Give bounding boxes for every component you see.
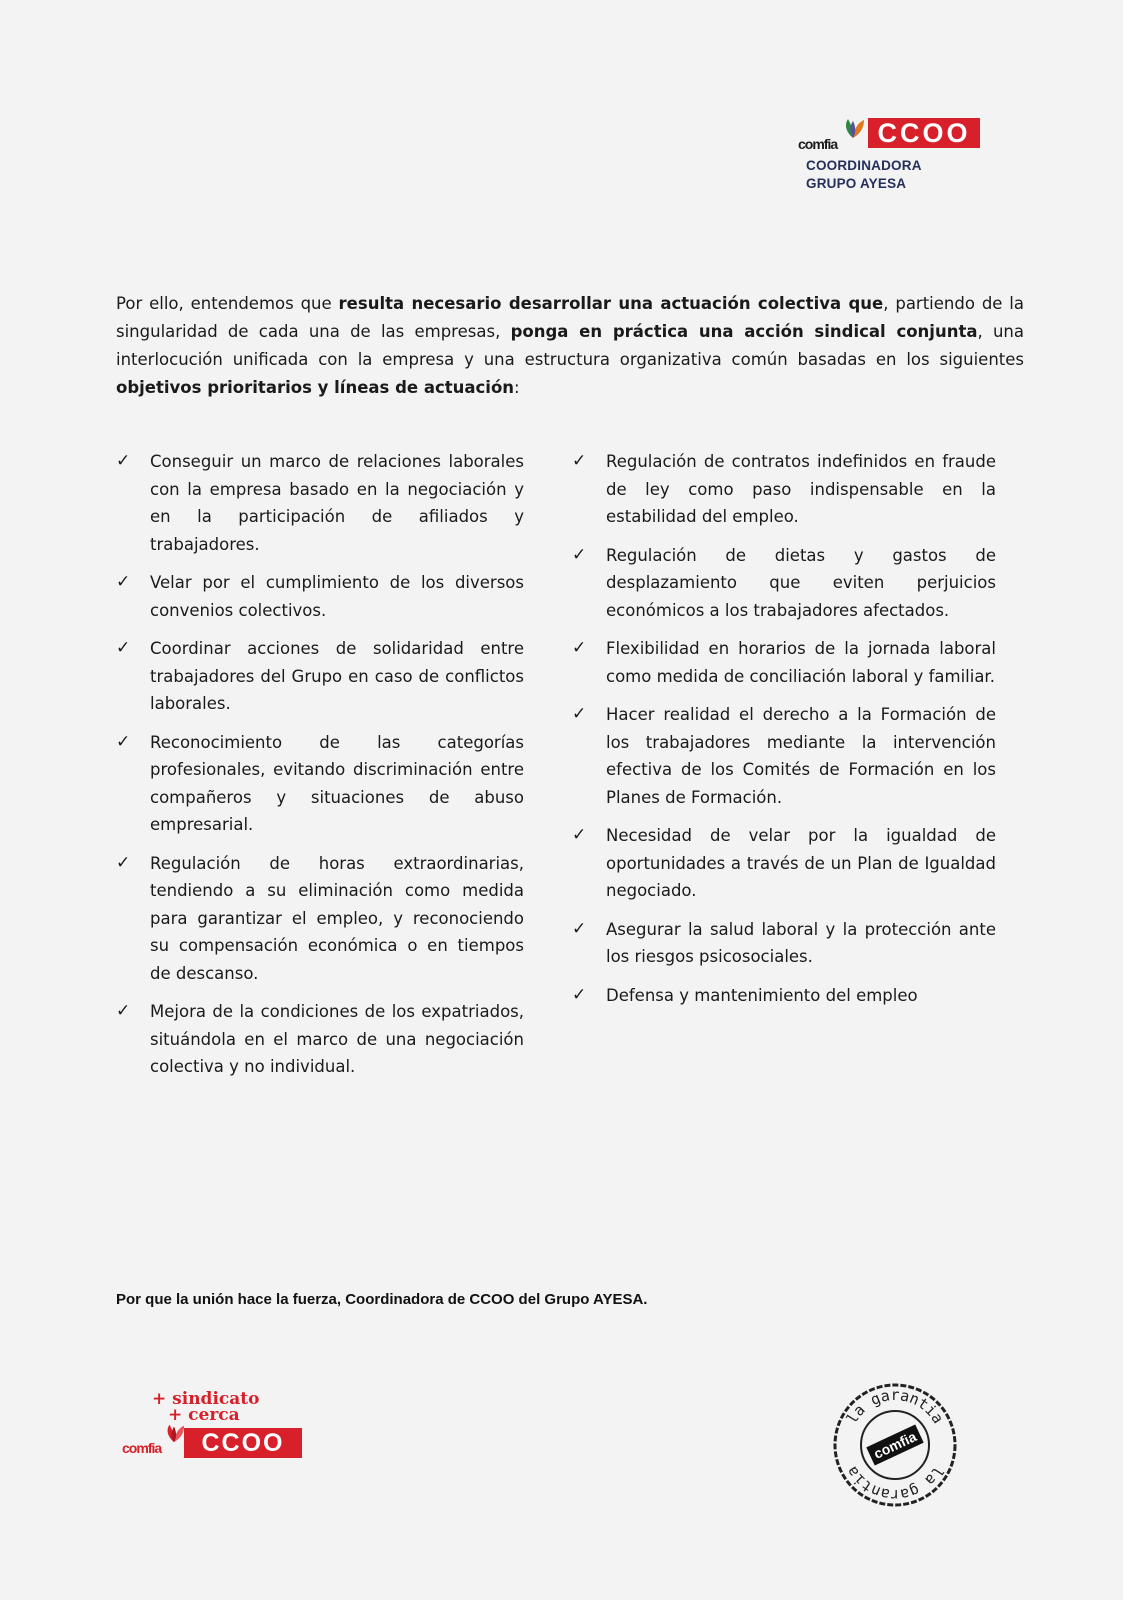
list-item-text: Hacer realidad el derecho a la Formación de los trabajadores mediante la intervención efectiva de los Comités de Formación en los Planes de Formación.: [606, 705, 996, 807]
closing-statement: Por que la unión hace la fuerza, Coordinadora de CCOO del Grupo AYESA.: [116, 1291, 648, 1308]
list-item: [116, 729, 524, 839]
list-item: [572, 542, 996, 625]
list-item: [572, 916, 996, 971]
check-icon: ✓: [572, 825, 587, 845]
list-item: [116, 998, 524, 1081]
check-icon: ✓: [116, 1001, 131, 1021]
check-icon: ✓: [572, 638, 587, 658]
intro-text-2: , partiendo de la singularidad de cada una de las empresas,: [116, 294, 1025, 341]
list-item: [572, 822, 996, 905]
slogan-line-2: + cerca: [168, 1405, 240, 1425]
list-item-text: Mejora de la condiciones de los expatriados, situándola en el marco de una negociación colectiva y no individual.: [150, 1002, 524, 1076]
list-item-text: Velar por el cumplimiento de los diversos convenios colectivos.: [150, 573, 524, 620]
intro-text-3: , una interlocución unificada con la empresa y una estructura organizativa común basadas en los siguientes: [116, 322, 1024, 369]
intro-bold-1: resulta necesario desarrollar una actuación colectiva que: [338, 294, 884, 313]
intro-bold-3: objetivos prioritarios y líneas de actuación: [116, 378, 515, 397]
grupo-label: GRUPO AYESA: [806, 176, 907, 191]
list-item-text: Coordinar acciones de solidaridad entre trabajadores del Grupo en caso de conflictos laborales.: [150, 639, 524, 713]
ccoo-wordmark: CCOO: [868, 118, 980, 148]
slogan-line-1: + sindicato: [152, 1389, 260, 1409]
list-item-text: Necesidad de velar por la igualdad de oportunidades a través de un Plan de Igualdad negociado.: [606, 826, 996, 900]
stamp-brand: comfia: [871, 1428, 919, 1462]
check-icon: ✓: [572, 704, 587, 724]
comfia-wordmark: comfia: [122, 1440, 162, 1456]
list-item-text: Regulación de contratos indefinidos en fraude de ley como paso indispensable en la estabilidad del empleo.: [606, 452, 996, 526]
check-icon: ✓: [572, 984, 587, 1005]
check-icon: ✓: [116, 638, 131, 658]
list-item-text: Conseguir un marco de relaciones laborales con la empresa basado en la negociación y en la participación de afiliados y trabajadores.: [150, 452, 524, 554]
list-item-text: Regulación de dietas y gastos de desplazamiento que eviten perjuicios económicos a los trabajadores afectados.: [606, 545, 996, 620]
comfia-wordmark: comfia: [798, 136, 838, 152]
stamp-text-top: la garantia: [842, 1386, 948, 1427]
list-item-text: Asegurar la salud laboral y la protección ante los riesgos psicosociales.: [606, 919, 996, 966]
list-item-text: Regulación de horas extraordinarias, tendiendo a su eliminación como medida para garantizar el empleo, y reconociendo su compensación económica o en tiempos de descanso.: [150, 853, 524, 983]
check-icon: ✓: [116, 451, 131, 471]
check-icon: ✓: [116, 731, 131, 752]
check-icon: ✓: [572, 918, 587, 939]
flower-icon: [162, 1422, 186, 1444]
list-item: [572, 701, 996, 811]
intro-text-1: Por ello, entendemos que: [116, 294, 339, 313]
intro-bold-2: ponga en práctica una acción sindical conjunta: [510, 322, 978, 341]
list-item-text: Reconocimiento de las categorías profesionales, evitando discriminación entre compañeros y situaciones de abuso empresarial.: [150, 732, 524, 834]
list-item: [116, 850, 524, 988]
comfia-ccoo-logo: [798, 116, 988, 196]
list-item: [572, 635, 996, 690]
stamp-text-bottom: la garantia: [842, 1463, 948, 1504]
list-item: [572, 448, 996, 531]
sindicato-cerca-logo: [122, 1390, 322, 1470]
objectives-list-right: [572, 448, 996, 1020]
list-item-text: Defensa y mantenimiento del empleo: [606, 985, 918, 1005]
coordinadora-label: COORDINADORA: [806, 158, 922, 173]
list-item-text: Flexibilidad en horarios de la jornada laboral como medida de conciliación laboral y familiar.: [606, 639, 996, 686]
check-icon: ✓: [116, 852, 131, 873]
check-icon: ✓: [572, 544, 587, 565]
intro-paragraph: [116, 290, 1024, 402]
garantia-stamp: [830, 1380, 960, 1510]
check-icon: ✓: [116, 572, 131, 592]
check-icon: ✓: [572, 451, 587, 471]
list-item: [116, 448, 524, 558]
ccoo-wordmark: CCOO: [184, 1428, 302, 1458]
flower-icon: [840, 116, 866, 140]
objectives-list-left: [116, 448, 524, 1092]
list-item: [116, 635, 524, 718]
list-item: [116, 569, 524, 624]
list-item: [572, 982, 996, 1010]
intro-text-4: :: [514, 378, 520, 397]
